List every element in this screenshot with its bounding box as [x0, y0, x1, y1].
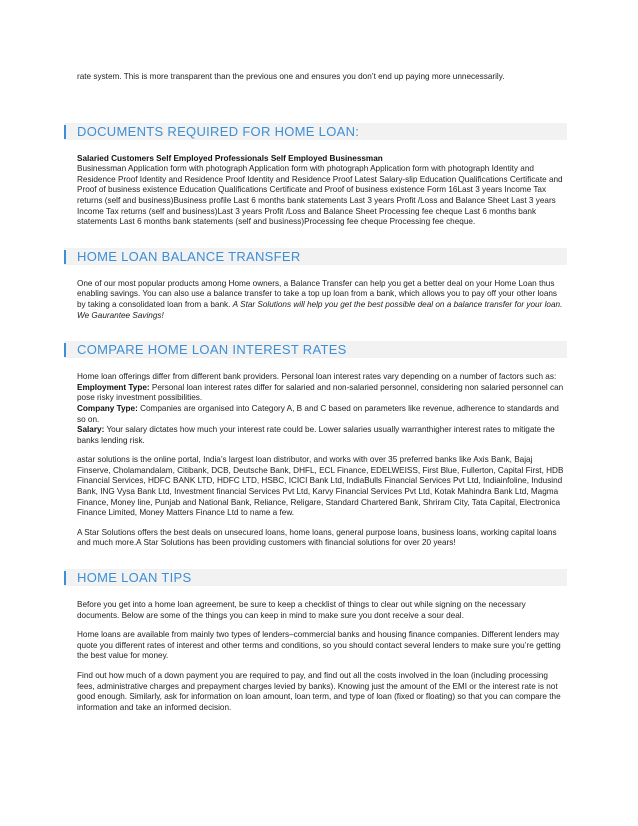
documents-body: Businessman Application form with photograph Application form with photograph Application form with photograph Identity and Residence Proof Identity and Residence Proof Identity and Residence Proof Latest Salary-slip Education Qualifications Certificate and Proof of business existence Education Qualifications Certificate and Proof of business existence Form 16Last 3 years Income Tax returns (self and business)Business profile Last 6 months bank statements Last 3 years Profit /Loss and Balance Sheet Last 3 years Income Tax returns (self and business)Last 3 years Profit /Loss and Balance Sheet Processing fee cheque Last 6 months bank statements Last 6 months bank statements (self and business)Processing fee cheque Processing fee cheque. — [77, 164, 563, 227]
intro-paragraph: rate system. This is more transparent than the previous one and ensures you don’t end up paying more unnecessarily. — [77, 72, 505, 81]
section-heading-documents — [64, 123, 567, 140]
heading-accent-bar — [64, 571, 66, 585]
documents-bold-line: Salaried Customers Self Employed Professionals Self Employed Businessman — [77, 153, 383, 163]
compare-intro: Home loan offerings differ from different bank providers. Personal loan interest rates vary depending on a number of factors such as: — [77, 372, 557, 382]
section-title: HOME LOAN TIPS — [77, 570, 192, 586]
heading-accent-bar — [64, 343, 66, 357]
section-heading-balance-transfer — [64, 248, 567, 265]
salary-label: Salary: — [77, 425, 105, 435]
balance-transfer-paragraph — [77, 279, 567, 321]
tips-paragraph-1: Before you get into a home loan agreement, be sure to keep a checklist of things to clear out while signing on the necessary documents. Below are some of the things you can keep in mind to make sure you dont receive a sour deal. — [77, 600, 526, 620]
section-heading-loan-tips — [64, 569, 567, 586]
tips-paragraph-3: Find out how much of a down payment you are required to pay, and find out all the costs involved in the loan (including processing fees, administrative charges and prepayment charges levied by banks). Knowing just the amount of the EMI or the interest rate is not good enough. Similarly, ask for information on loan amount, loan term, and type of loan (fixed or floating) so that you can compare the information and take an informed decision. — [77, 671, 561, 712]
section-heading-compare-rates — [64, 341, 567, 358]
documents-paragraph — [77, 154, 567, 228]
section-title: HOME LOAN BALANCE TRANSFER — [77, 248, 301, 264]
employment-type-text: Personal loan interest rates differ for salaried and non-salaried personnel, considering non salaried personnel can pose risky investment possibilities. — [77, 382, 564, 403]
offers-paragraph: A Star Solutions offers the best deals on unsecured loans, home loans, general purpose loans, business loans, working capital loans and much more.A Star Solutions has been providing customers with financial solutions for over 20 years! — [77, 527, 557, 548]
employment-type-label: Employment Type: — [77, 382, 150, 392]
section-title: COMPARE HOME LOAN INTEREST RATES — [77, 342, 347, 358]
document-content — [77, 72, 567, 713]
company-type-text: Companies are organised into Category A, B and C based on parameters like revenue, adherence to standards and so on. — [77, 403, 559, 424]
section-title: DOCUMENTS REQUIRED FOR HOME LOAN: — [77, 123, 360, 139]
tips-paragraph-2: Home loans are available from mainly two types of lenders–commercial banks and housing finance companies. Different lenders may quote you different rates of interest and other terms and conditions, so you should contact several lenders to make sure you’re getting the best value for money. — [77, 630, 561, 661]
banks-paragraph: astar solutions is the online portal, India’s largest loan distributor, and works with over 35 preferred banks like Axis Bank, Bajaj Finserve, Cholamandalam, Citibank, DCB, Deutsche Bank, DHFL, ECL Finance, EDELWEISS, First Blue, Fullerton, Capital First, HDB Financial Services, HDFC BANK LTD, HDFC LTD, HSBC, ICICI Bank Ltd, IndiaBulls Financial Services Pvt Ltd, Indiainfoline, Indusind Bank, ING Vysa Bank Ltd, Investment financial Services Pvt Ltd, Karvy Financial Services Pvt Ltd, Kotak Mahindra Bank Ltd, Magma Finance, Money line, Punjab and National Bank, Reliance, Religare, Standard Chartered Bank, Shriram City, Tata Capital, Electronica Finance Limited, Money Matters Finance Ltd to name a few. — [77, 455, 564, 518]
balance-transfer-italic: A Star Solutions will help you get the best possible deal on a balance transfer for your loan. We Gaurantee Savings! — [77, 299, 563, 320]
salary-text: Your salary dictates how much your interest rate could be. Lower salaries usually warranthigher interest rates to mitigate the banks lending risk. — [77, 425, 555, 445]
compare-paragraph — [77, 372, 567, 446]
company-type-label: Company Type: — [77, 403, 138, 413]
heading-accent-bar — [64, 125, 66, 139]
balance-transfer-body: One of our most popular products among Home owners, a Balance Transfer can help you get a better deal on your Home Loan thus enabling savings. You can also use a balance transfer to take a top up loan from a bank, which allows you to pay off your other loans by taking a consolidated loan from a bank. — [77, 278, 558, 309]
heading-accent-bar — [64, 250, 66, 264]
